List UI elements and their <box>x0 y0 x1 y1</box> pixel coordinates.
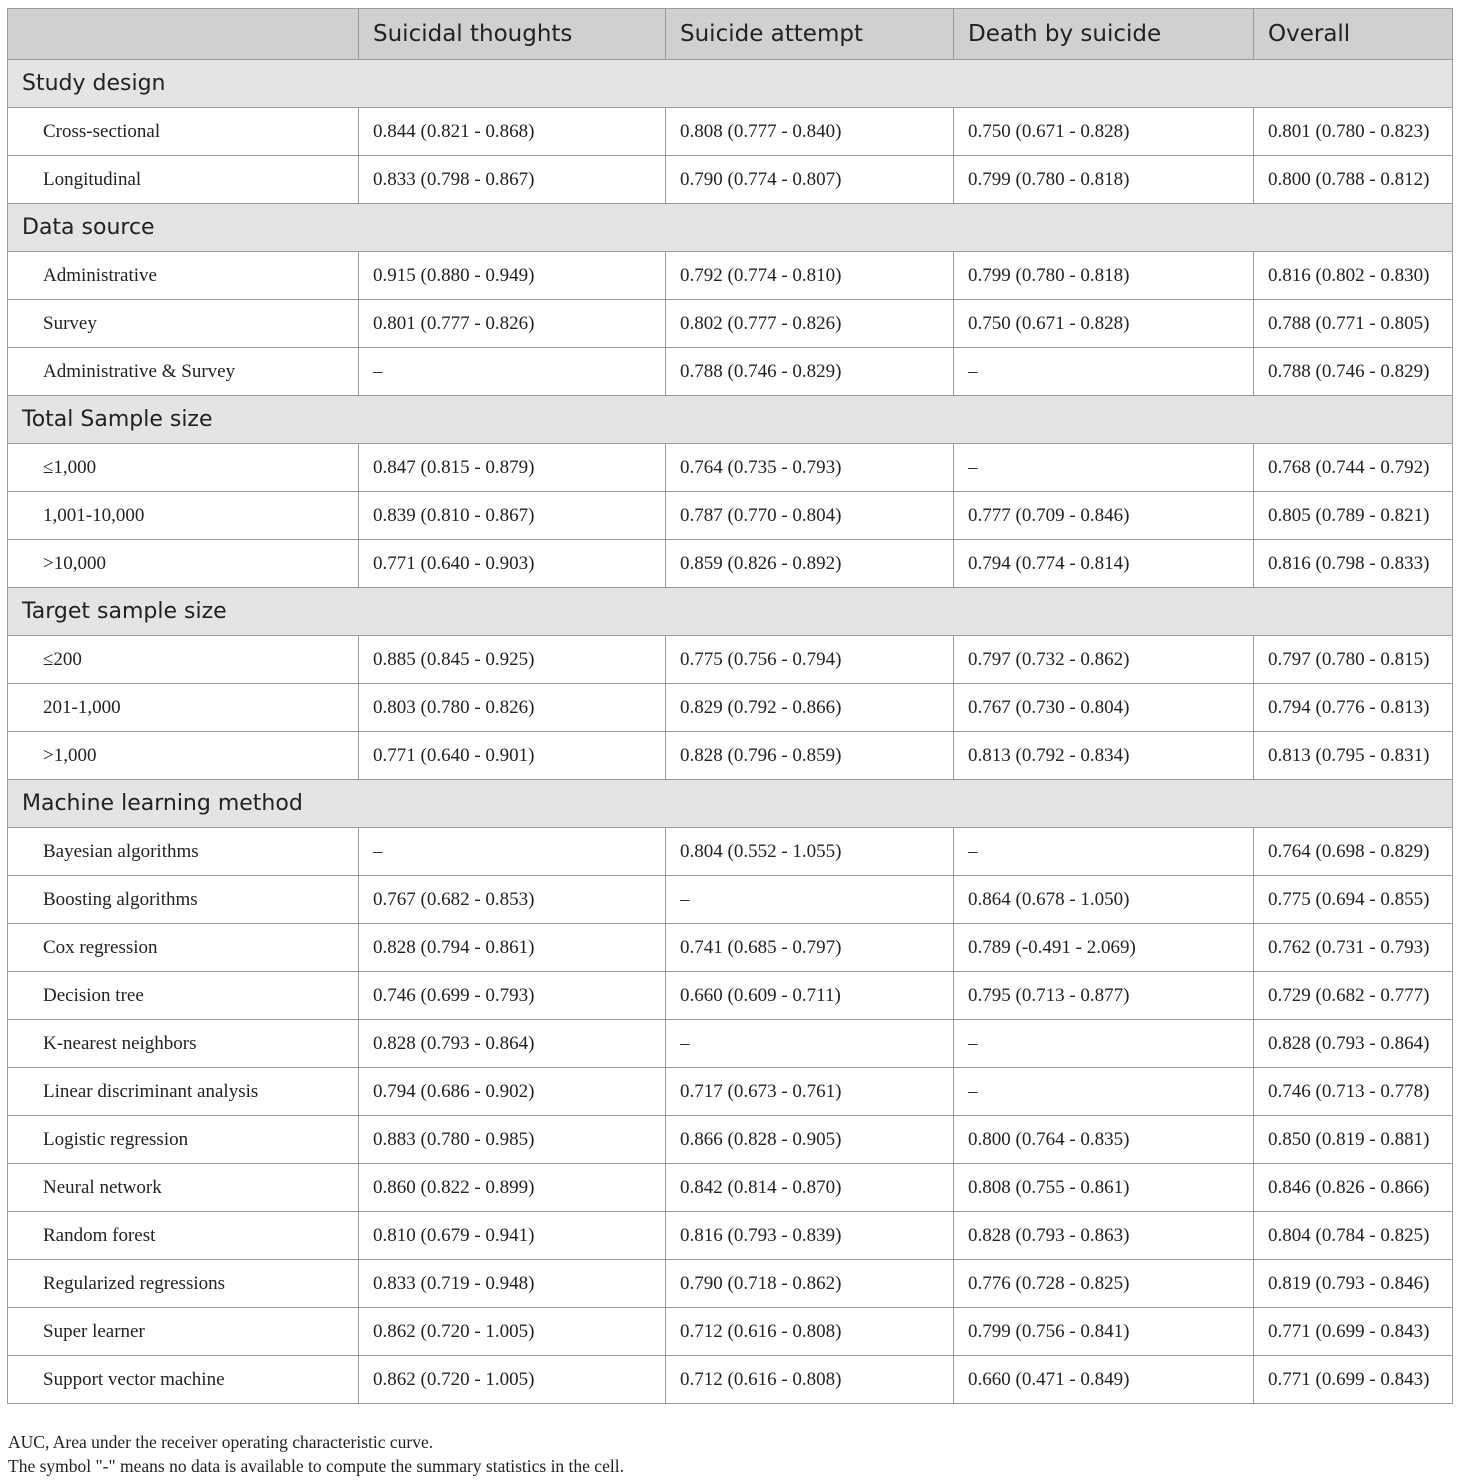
cell-overall: 0.762 (0.731 - 0.793) <box>1254 924 1453 972</box>
cell-overall: 0.771 (0.699 - 0.843) <box>1254 1308 1453 1356</box>
cell-suicidal-thoughts: 0.803 (0.780 - 0.826) <box>359 684 666 732</box>
cell-suicide-attempt: 0.790 (0.774 - 0.807) <box>666 156 954 204</box>
cell-suicidal-thoughts: 0.862 (0.720 - 1.005) <box>359 1308 666 1356</box>
cell-suicidal-thoughts: 0.915 (0.880 - 0.949) <box>359 252 666 300</box>
cell-overall: 0.813 (0.795 - 0.831) <box>1254 732 1453 780</box>
row-label: Longitudinal <box>8 156 359 204</box>
row-label: Administrative <box>8 252 359 300</box>
cell-death-by-suicide: 0.828 (0.793 - 0.863) <box>954 1212 1254 1260</box>
cell-overall: 0.794 (0.776 - 0.813) <box>1254 684 1453 732</box>
cell-overall: 0.729 (0.682 - 0.777) <box>1254 972 1453 1020</box>
section-header-row <box>8 204 1453 252</box>
cell-death-by-suicide: 0.750 (0.671 - 0.828) <box>954 108 1254 156</box>
cell-suicide-attempt: – <box>666 1020 954 1068</box>
cell-overall: 0.800 (0.788 - 0.812) <box>1254 156 1453 204</box>
cell-overall: 0.816 (0.802 - 0.830) <box>1254 252 1453 300</box>
cell-death-by-suicide: 0.799 (0.780 - 0.818) <box>954 156 1254 204</box>
row-label: Regularized regressions <box>8 1260 359 1308</box>
cell-suicidal-thoughts: 0.833 (0.798 - 0.867) <box>359 156 666 204</box>
cell-overall: 0.788 (0.771 - 0.805) <box>1254 300 1453 348</box>
cell-suicide-attempt: 0.788 (0.746 - 0.829) <box>666 348 954 396</box>
cell-suicide-attempt: 0.792 (0.774 - 0.810) <box>666 252 954 300</box>
cell-suicidal-thoughts: 0.810 (0.679 - 0.941) <box>359 1212 666 1260</box>
cell-death-by-suicide: 0.776 (0.728 - 0.825) <box>954 1260 1254 1308</box>
cell-suicide-attempt: 0.816 (0.793 - 0.839) <box>666 1212 954 1260</box>
row-label: Decision tree <box>8 972 359 1020</box>
cell-overall: 0.801 (0.780 - 0.823) <box>1254 108 1453 156</box>
header-death-by-suicide: Death by suicide <box>954 9 1254 60</box>
table-row <box>8 684 1453 732</box>
table-row <box>8 1260 1453 1308</box>
cell-overall: 0.804 (0.784 - 0.825) <box>1254 1212 1453 1260</box>
cell-death-by-suicide: 0.813 (0.792 - 0.834) <box>954 732 1254 780</box>
cell-overall: 0.850 (0.819 - 0.881) <box>1254 1116 1453 1164</box>
cell-death-by-suicide: – <box>954 1020 1254 1068</box>
row-label: Cross-sectional <box>8 108 359 156</box>
table-row <box>8 300 1453 348</box>
row-label: Random forest <box>8 1212 359 1260</box>
cell-overall: 0.771 (0.699 - 0.843) <box>1254 1356 1453 1404</box>
cell-suicidal-thoughts: 0.771 (0.640 - 0.903) <box>359 540 666 588</box>
cell-death-by-suicide: 0.799 (0.780 - 0.818) <box>954 252 1254 300</box>
cell-suicide-attempt: 0.804 (0.552 - 1.055) <box>666 828 954 876</box>
cell-death-by-suicide: 0.795 (0.713 - 0.877) <box>954 972 1254 1020</box>
cell-suicide-attempt: 0.787 (0.770 - 0.804) <box>666 492 954 540</box>
table-row <box>8 108 1453 156</box>
results-table-container <box>7 8 1452 1404</box>
cell-suicidal-thoughts: 0.847 (0.815 - 0.879) <box>359 444 666 492</box>
cell-overall: 0.775 (0.694 - 0.855) <box>1254 876 1453 924</box>
cell-suicidal-thoughts: 0.885 (0.845 - 0.925) <box>359 636 666 684</box>
row-label: ≤200 <box>8 636 359 684</box>
table-row <box>8 924 1453 972</box>
row-label: Survey <box>8 300 359 348</box>
cell-suicide-attempt: 0.741 (0.685 - 0.797) <box>666 924 954 972</box>
cell-suicide-attempt: 0.660 (0.609 - 0.711) <box>666 972 954 1020</box>
row-label: Support vector machine <box>8 1356 359 1404</box>
section-header-row <box>8 780 1453 828</box>
table-footnotes <box>8 1430 624 1478</box>
cell-overall: 0.788 (0.746 - 0.829) <box>1254 348 1453 396</box>
header-suicide-attempt: Suicide attempt <box>666 9 954 60</box>
row-label: 1,001-10,000 <box>8 492 359 540</box>
cell-death-by-suicide: 0.800 (0.764 - 0.835) <box>954 1116 1254 1164</box>
cell-suicide-attempt: 0.802 (0.777 - 0.826) <box>666 300 954 348</box>
cell-death-by-suicide: – <box>954 1068 1254 1116</box>
table-row <box>8 156 1453 204</box>
cell-overall: 0.797 (0.780 - 0.815) <box>1254 636 1453 684</box>
section-header-row <box>8 396 1453 444</box>
cell-suicidal-thoughts: 0.828 (0.794 - 0.861) <box>359 924 666 972</box>
section-title: Machine learning method <box>8 780 1453 828</box>
cell-overall: 0.846 (0.826 - 0.866) <box>1254 1164 1453 1212</box>
header-overall: Overall <box>1254 9 1453 60</box>
section-title: Total Sample size <box>8 396 1453 444</box>
section-title: Study design <box>8 60 1453 108</box>
table-row <box>8 1116 1453 1164</box>
cell-death-by-suicide: 0.794 (0.774 - 0.814) <box>954 540 1254 588</box>
cell-suicide-attempt: 0.842 (0.814 - 0.870) <box>666 1164 954 1212</box>
table-row <box>8 1308 1453 1356</box>
cell-suicidal-thoughts: 0.839 (0.810 - 0.867) <box>359 492 666 540</box>
cell-suicidal-thoughts: 0.844 (0.821 - 0.868) <box>359 108 666 156</box>
row-label: Administrative & Survey <box>8 348 359 396</box>
cell-suicidal-thoughts: 0.860 (0.822 - 0.899) <box>359 1164 666 1212</box>
row-label: K-nearest neighbors <box>8 1020 359 1068</box>
row-label: Linear discriminant analysis <box>8 1068 359 1116</box>
footnote-dash-symbol: The symbol "-" means no data is available to compute the summary statistics in the cell. <box>8 1456 624 1476</box>
table-row <box>8 972 1453 1020</box>
header-row <box>8 9 1453 60</box>
cell-suicidal-thoughts: 0.862 (0.720 - 1.005) <box>359 1356 666 1404</box>
cell-overall: 0.746 (0.713 - 0.778) <box>1254 1068 1453 1116</box>
cell-suicidal-thoughts: 0.828 (0.793 - 0.864) <box>359 1020 666 1068</box>
row-label: >10,000 <box>8 540 359 588</box>
table-row <box>8 1212 1453 1260</box>
table-row <box>8 876 1453 924</box>
header-cell-blank <box>8 9 359 60</box>
cell-suicidal-thoughts: – <box>359 828 666 876</box>
cell-suicidal-thoughts: 0.883 (0.780 - 0.985) <box>359 1116 666 1164</box>
table-body <box>8 60 1453 1404</box>
section-header-row <box>8 60 1453 108</box>
row-label: Super learner <box>8 1308 359 1356</box>
cell-overall: 0.828 (0.793 - 0.864) <box>1254 1020 1453 1068</box>
row-label: Boosting algorithms <box>8 876 359 924</box>
cell-death-by-suicide: – <box>954 348 1254 396</box>
row-label: Neural network <box>8 1164 359 1212</box>
section-header-row <box>8 588 1453 636</box>
cell-suicide-attempt: 0.712 (0.616 - 0.808) <box>666 1308 954 1356</box>
table-row <box>8 1164 1453 1212</box>
section-title: Target sample size <box>8 588 1453 636</box>
cell-suicide-attempt: 0.717 (0.673 - 0.761) <box>666 1068 954 1116</box>
cell-suicide-attempt: 0.775 (0.756 - 0.794) <box>666 636 954 684</box>
cell-suicidal-thoughts: 0.767 (0.682 - 0.853) <box>359 876 666 924</box>
cell-overall: 0.816 (0.798 - 0.833) <box>1254 540 1453 588</box>
header-suicidal-thoughts: Suicidal thoughts <box>359 9 666 60</box>
table-row <box>8 348 1453 396</box>
cell-death-by-suicide: – <box>954 828 1254 876</box>
cell-suicidal-thoughts: – <box>359 348 666 396</box>
row-label: ≤1,000 <box>8 444 359 492</box>
cell-death-by-suicide: 0.767 (0.730 - 0.804) <box>954 684 1254 732</box>
table-row <box>8 1356 1453 1404</box>
cell-suicidal-thoughts: 0.746 (0.699 - 0.793) <box>359 972 666 1020</box>
cell-suicide-attempt: 0.829 (0.792 - 0.866) <box>666 684 954 732</box>
cell-suicide-attempt: – <box>666 876 954 924</box>
table-row <box>8 636 1453 684</box>
auc-summary-table <box>7 8 1453 1404</box>
footnote-auc: AUC, Area under the receiver operating characteristic curve. <box>8 1432 434 1452</box>
cell-overall: 0.805 (0.789 - 0.821) <box>1254 492 1453 540</box>
cell-suicide-attempt: 0.859 (0.826 - 0.892) <box>666 540 954 588</box>
cell-suicide-attempt: 0.790 (0.718 - 0.862) <box>666 1260 954 1308</box>
cell-death-by-suicide: 0.777 (0.709 - 0.846) <box>954 492 1254 540</box>
cell-suicide-attempt: 0.808 (0.777 - 0.840) <box>666 108 954 156</box>
cell-death-by-suicide: 0.750 (0.671 - 0.828) <box>954 300 1254 348</box>
cell-suicide-attempt: 0.712 (0.616 - 0.808) <box>666 1356 954 1404</box>
cell-suicidal-thoughts: 0.833 (0.719 - 0.948) <box>359 1260 666 1308</box>
cell-overall: 0.768 (0.744 - 0.792) <box>1254 444 1453 492</box>
row-label: Cox regression <box>8 924 359 972</box>
cell-overall: 0.819 (0.793 - 0.846) <box>1254 1260 1453 1308</box>
table-row <box>8 828 1453 876</box>
cell-overall: 0.764 (0.698 - 0.829) <box>1254 828 1453 876</box>
cell-suicidal-thoughts: 0.771 (0.640 - 0.901) <box>359 732 666 780</box>
cell-death-by-suicide: 0.808 (0.755 - 0.861) <box>954 1164 1254 1212</box>
cell-death-by-suicide: – <box>954 444 1254 492</box>
table-row <box>8 252 1453 300</box>
table-row <box>8 1068 1453 1116</box>
row-label: Logistic regression <box>8 1116 359 1164</box>
cell-death-by-suicide: 0.799 (0.756 - 0.841) <box>954 1308 1254 1356</box>
cell-suicidal-thoughts: 0.794 (0.686 - 0.902) <box>359 1068 666 1116</box>
row-label: >1,000 <box>8 732 359 780</box>
row-label: 201-1,000 <box>8 684 359 732</box>
cell-suicide-attempt: 0.866 (0.828 - 0.905) <box>666 1116 954 1164</box>
cell-death-by-suicide: 0.789 (-0.491 - 2.069) <box>954 924 1254 972</box>
section-title: Data source <box>8 204 1453 252</box>
cell-suicide-attempt: 0.764 (0.735 - 0.793) <box>666 444 954 492</box>
cell-death-by-suicide: 0.864 (0.678 - 1.050) <box>954 876 1254 924</box>
cell-death-by-suicide: 0.797 (0.732 - 0.862) <box>954 636 1254 684</box>
row-label: Bayesian algorithms <box>8 828 359 876</box>
table-row <box>8 540 1453 588</box>
table-row <box>8 444 1453 492</box>
table-row <box>8 732 1453 780</box>
cell-suicide-attempt: 0.828 (0.796 - 0.859) <box>666 732 954 780</box>
cell-suicidal-thoughts: 0.801 (0.777 - 0.826) <box>359 300 666 348</box>
table-row <box>8 492 1453 540</box>
cell-death-by-suicide: 0.660 (0.471 - 0.849) <box>954 1356 1254 1404</box>
table-row <box>8 1020 1453 1068</box>
